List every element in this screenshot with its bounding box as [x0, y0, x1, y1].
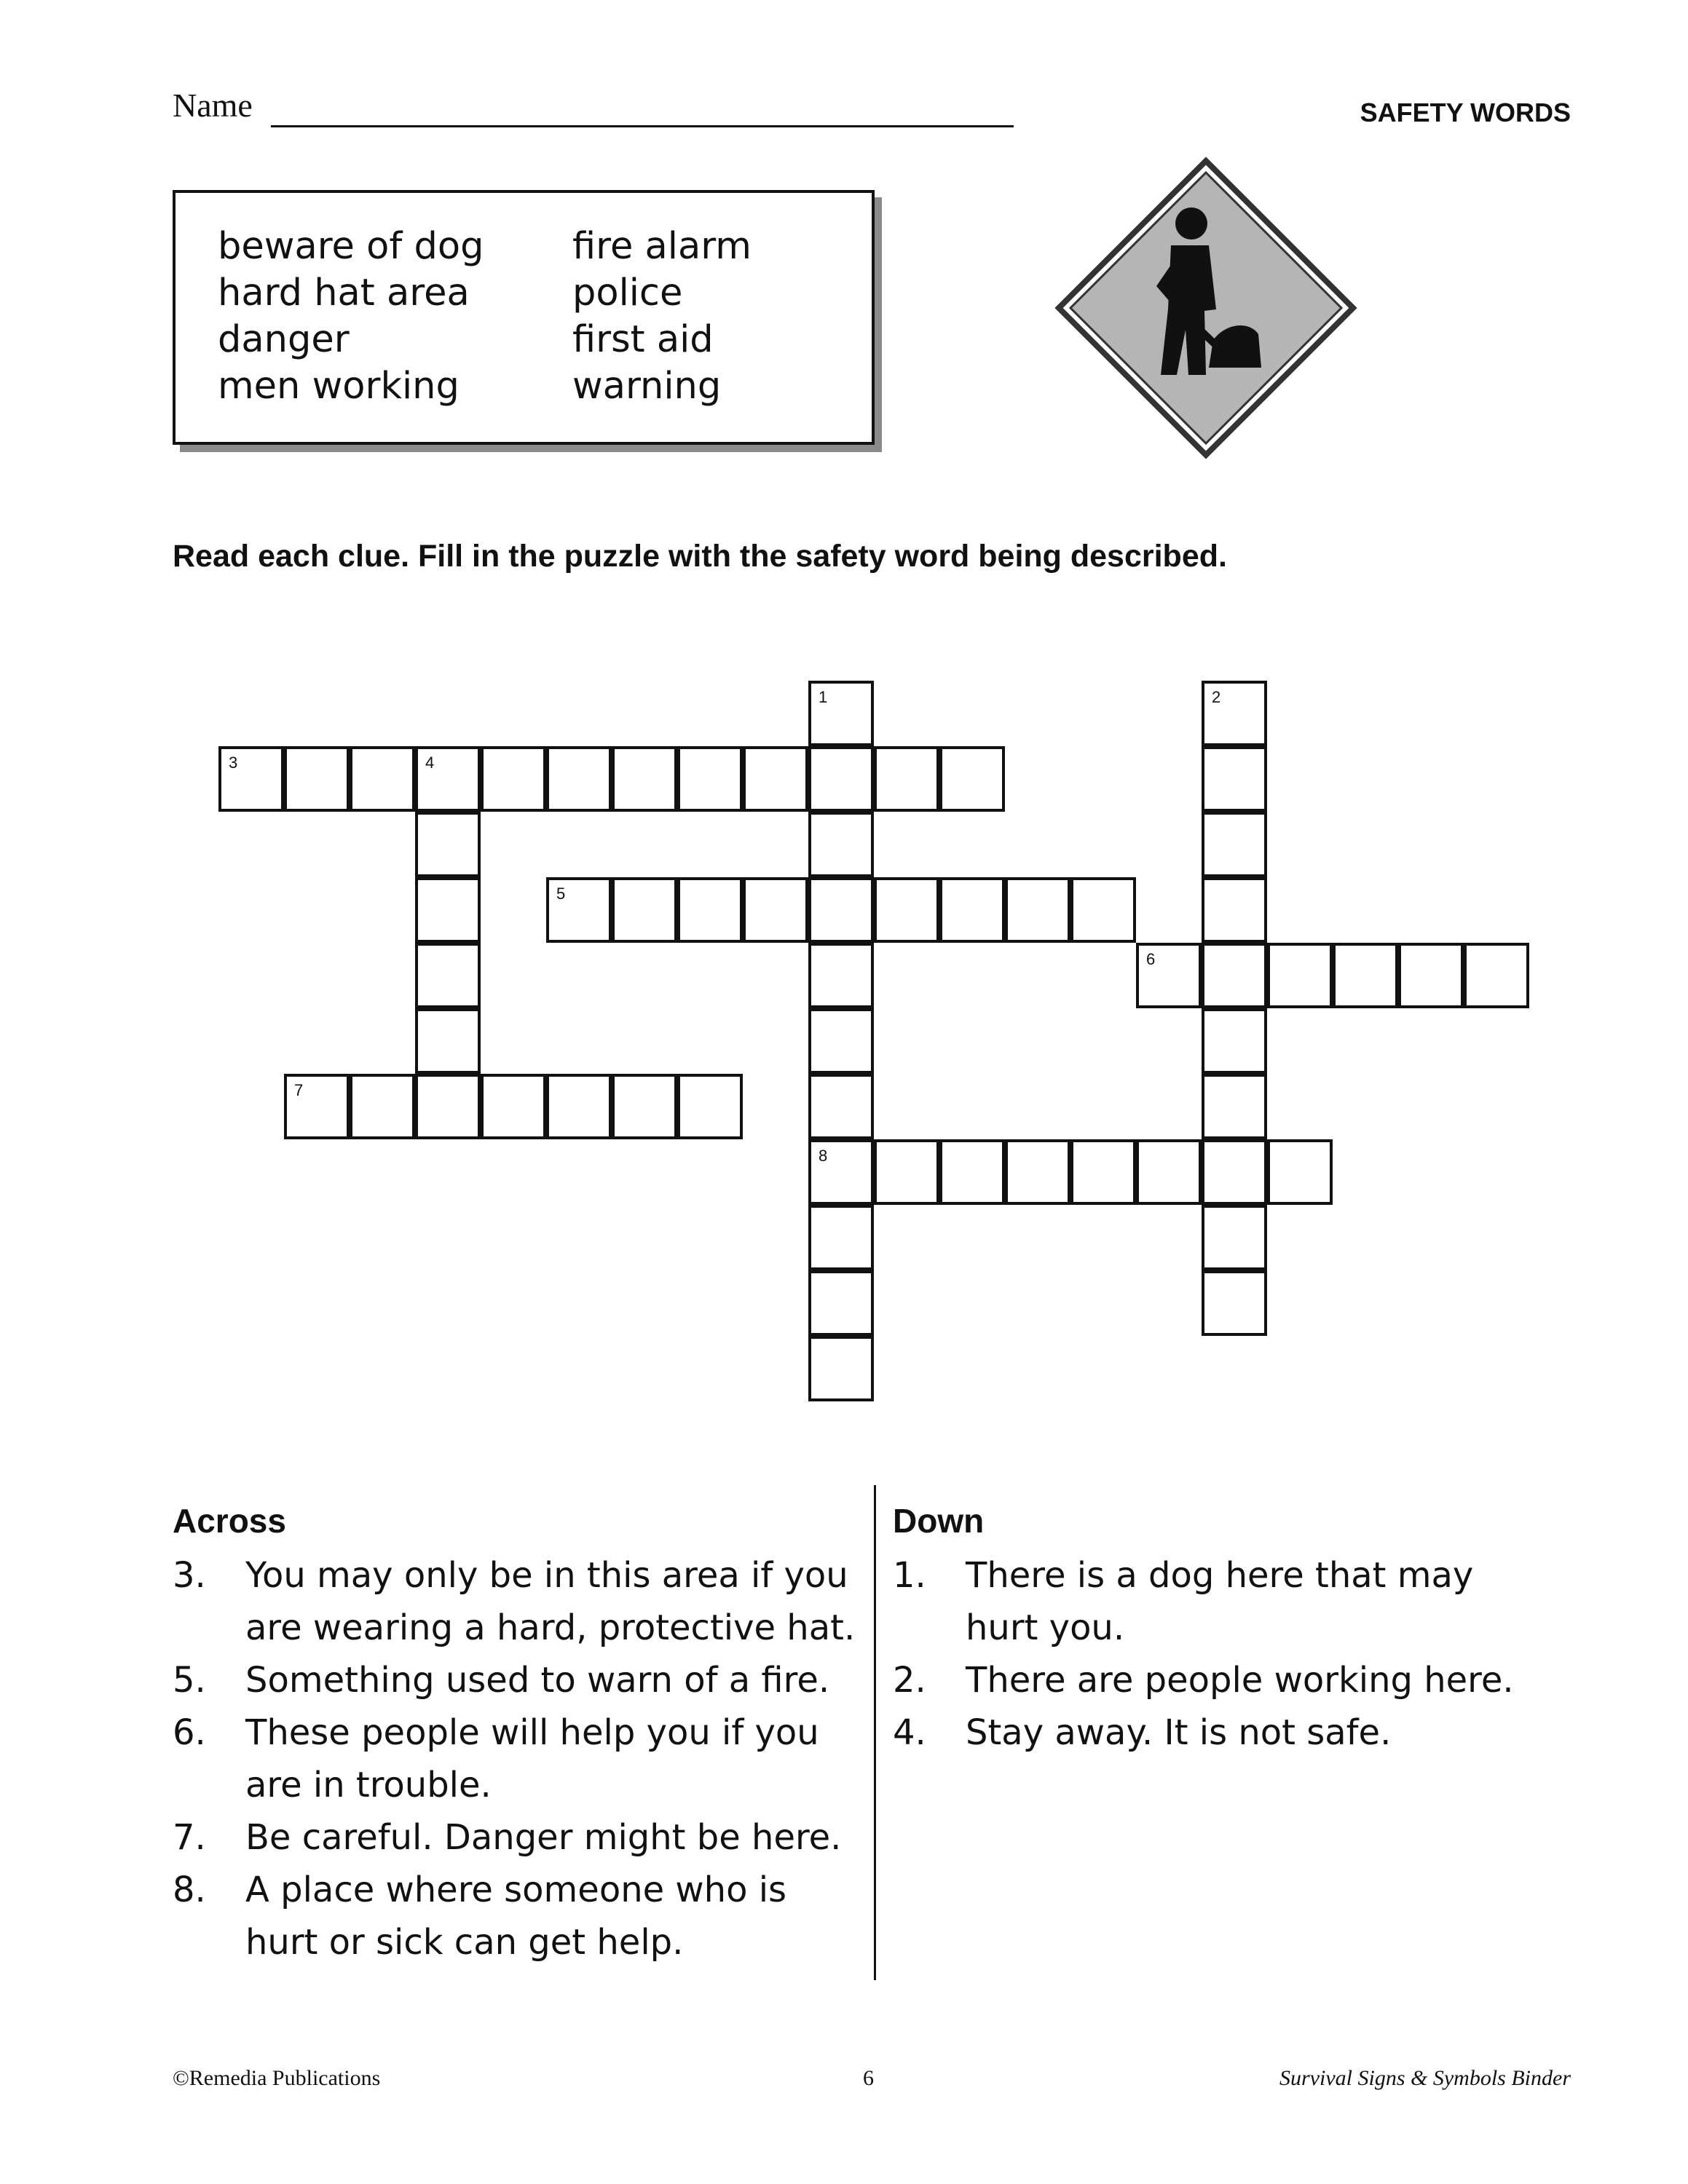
crossword-cell[interactable] [808, 1074, 874, 1139]
crossword-cell[interactable] [1202, 1205, 1267, 1270]
clue-item [893, 1706, 1548, 1759]
crossword-cell[interactable] [1136, 943, 1202, 1008]
clue-number: 7 [294, 1081, 304, 1099]
crossword-cell[interactable] [939, 877, 1005, 943]
crossword-cell[interactable] [284, 1074, 350, 1139]
crossword-cell[interactable] [415, 1074, 481, 1139]
crossword-cell[interactable] [808, 746, 874, 812]
crossword-cell[interactable] [1202, 1074, 1267, 1139]
crossword-cell[interactable] [1267, 943, 1333, 1008]
crossword-cell[interactable] [1202, 1139, 1267, 1205]
crossword-cell[interactable] [1202, 681, 1267, 746]
clue-item [173, 1654, 828, 1706]
word-bank-item: hard hat area [218, 272, 470, 314]
clue-text: A place where someone who is [245, 1870, 787, 1910]
crossword-cell[interactable] [808, 1270, 874, 1336]
word-bank [173, 190, 875, 445]
crossword-cell[interactable] [415, 746, 481, 812]
crossword-cell[interactable] [1333, 943, 1398, 1008]
clue-number: 1. [893, 1555, 926, 1596]
crossword-cell[interactable] [808, 1205, 874, 1270]
clue-number: 1 [819, 688, 828, 706]
clue-number: 5 [556, 885, 566, 903]
crossword-cell[interactable] [808, 812, 874, 877]
clue-number: 6 [1146, 950, 1156, 968]
clue-number: 4. [893, 1712, 926, 1753]
crossword-cell[interactable] [1070, 877, 1136, 943]
crossword-cell[interactable] [743, 877, 808, 943]
name-input-line[interactable] [271, 125, 1014, 127]
clue-number: 2 [1212, 688, 1221, 706]
crossword-cell[interactable] [284, 746, 350, 812]
crossword-cell[interactable] [1202, 1270, 1267, 1336]
clue-text: are wearing a hard, protective hat. [245, 1607, 856, 1648]
crossword-cell[interactable] [415, 877, 481, 943]
crossword-cell[interactable] [939, 746, 1005, 812]
crossword-cell[interactable] [546, 1074, 612, 1139]
crossword-cell[interactable] [677, 877, 743, 943]
clue-text: Be careful. Danger might be here. [245, 1817, 842, 1858]
crossword-cell[interactable] [481, 746, 546, 812]
clue-text: Stay away. It is not safe. [966, 1712, 1392, 1753]
crossword-cell[interactable] [808, 1139, 874, 1205]
clue-item [173, 1864, 828, 1969]
clue-text: are in trouble. [245, 1765, 492, 1805]
clue-number: 8 [819, 1147, 828, 1165]
crossword-cell[interactable] [808, 943, 874, 1008]
crossword-cell[interactable] [415, 812, 481, 877]
crossword-cell[interactable] [612, 1074, 677, 1139]
crossword-cell[interactable] [218, 746, 284, 812]
word-bank-item: warning [572, 365, 722, 408]
crossword-cell[interactable] [546, 877, 612, 943]
crossword-cell[interactable] [1202, 812, 1267, 877]
instructions: Read each clue. Fill in the puzzle with the safety word being described. [173, 539, 1227, 574]
clue-number: 3 [229, 753, 238, 772]
crossword-cell[interactable] [1005, 1139, 1070, 1205]
clue-number: 7. [173, 1817, 206, 1858]
across-heading: Across [173, 1502, 286, 1540]
clue-text: Something used to warn of a fire. [245, 1660, 830, 1701]
clue-text: hurt or sick can get help. [245, 1922, 684, 1963]
clue-text: hurt you. [966, 1607, 1125, 1648]
crossword-cell[interactable] [808, 1336, 874, 1401]
crossword-cell[interactable] [1005, 877, 1070, 943]
clue-text: There is a dog here that may [966, 1555, 1474, 1596]
crossword-cell[interactable] [677, 1074, 743, 1139]
crossword-cell[interactable] [1136, 1139, 1202, 1205]
men-working-sign-icon [1054, 157, 1357, 459]
clue-item [173, 1549, 856, 1654]
footer-copyright: ©Remedia Publications [173, 2066, 381, 2090]
clue-number: 6. [173, 1712, 206, 1753]
clue-number: 8. [173, 1870, 206, 1910]
name-label: Name [173, 87, 253, 124]
clue-item [173, 1706, 828, 1811]
crossword-cell[interactable] [1398, 943, 1464, 1008]
crossword-cell[interactable] [808, 681, 874, 746]
clue-item [893, 1549, 1548, 1654]
word-bank-item: police [572, 272, 683, 314]
crossword-cell[interactable] [350, 1074, 415, 1139]
footer-book-title: Survival Signs & Symbols Binder [1279, 2066, 1571, 2090]
crossword-cell[interactable] [874, 877, 939, 943]
word-bank-item: first aid [572, 318, 714, 361]
crossword-cell[interactable] [546, 746, 612, 812]
crossword-cell[interactable] [1202, 746, 1267, 812]
down-heading: Down [893, 1502, 985, 1540]
crossword-cell[interactable] [808, 877, 874, 943]
crossword-cell[interactable] [612, 877, 677, 943]
clue-number: 3. [173, 1555, 206, 1596]
crossword-cell[interactable] [1202, 877, 1267, 943]
page-title: SAFETY WORDS [1360, 98, 1571, 127]
crossword-cell[interactable] [415, 1008, 481, 1074]
crossword-cell[interactable] [1202, 1008, 1267, 1074]
crossword-cell[interactable] [481, 1074, 546, 1139]
crossword-cell[interactable] [1070, 1139, 1136, 1205]
crossword-cell[interactable] [350, 746, 415, 812]
clue-item [173, 1811, 842, 1864]
column-divider [874, 1485, 876, 1980]
clue-text: These people will help you if you [245, 1712, 819, 1753]
crossword-cell[interactable] [939, 1139, 1005, 1205]
crossword-cell[interactable] [743, 746, 808, 812]
clue-number: 4 [425, 753, 435, 772]
word-bank-item: fire alarm [572, 225, 752, 268]
crossword-cell[interactable] [612, 746, 677, 812]
clue-text: There are people working here. [966, 1660, 1514, 1701]
word-bank-item: men working [218, 365, 460, 408]
page-number: 6 [863, 2066, 874, 2090]
crossword-cell[interactable] [1464, 943, 1529, 1008]
crossword-cell[interactable] [415, 943, 481, 1008]
word-bank-item: danger [218, 318, 350, 361]
clue-item [893, 1654, 1548, 1706]
word-bank-item: beware of dog [218, 225, 484, 268]
clue-text: You may only be in this area if you [245, 1555, 848, 1596]
crossword-cell[interactable] [1267, 1139, 1333, 1205]
clue-number: 2. [893, 1660, 926, 1701]
clue-number: 5. [173, 1660, 206, 1701]
crossword-cell[interactable] [677, 746, 743, 812]
crossword-cell[interactable] [874, 1139, 939, 1205]
crossword-cell[interactable] [1202, 943, 1267, 1008]
crossword-cell[interactable] [808, 1008, 874, 1074]
crossword-cell[interactable] [874, 746, 939, 812]
